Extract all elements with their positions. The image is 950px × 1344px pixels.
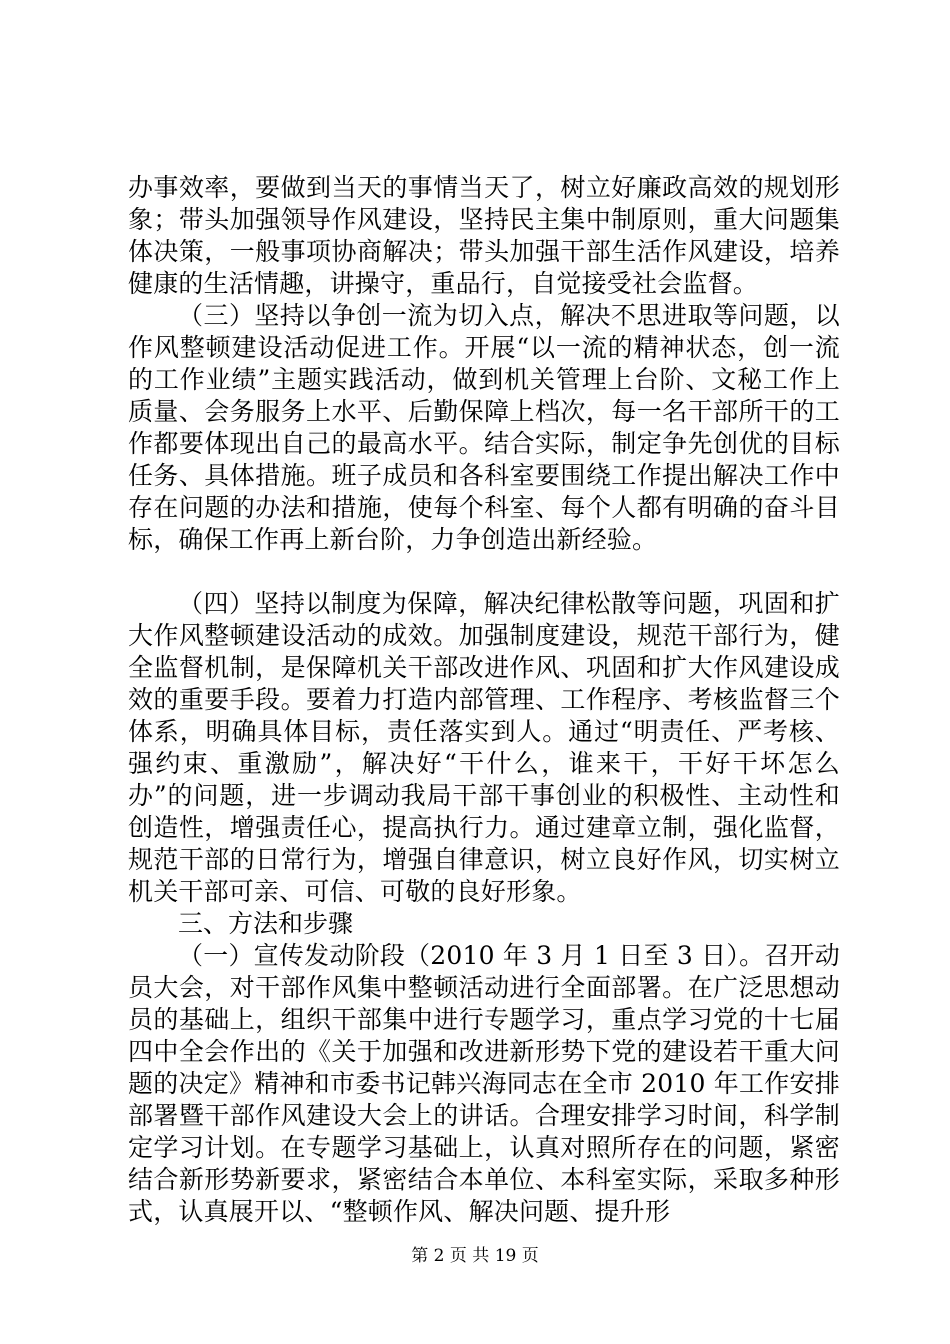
document-body — [128, 172, 840, 1228]
paragraph-section-four: （四）坚持以制度为保障，解决纪律松散等问题，巩固和扩大作风整顿建设活动的成效。加强制度建设，规范干部行为，健全监督机制，是保障机关干部改进作风、巩固和扩大作风建设成效的重要手段。要着力打造内部管理、工作程序、考核监督三个体系，明确具体目标，责任落实到人。通过“明责任、严考核、强约束、重激励”，解决好“干什么，谁来干，干好干坏怎么办”的问题，进一步调动我局干部干事创业的积极性、主动性和创造性，增强责任心，提高执行力。通过建章立制，强化监督，规范干部的日常行为，增强自律意识，树立良好作风，切实树立机关干部可亲、可信、可敬的良好形象。 — [128, 589, 840, 906]
page-footer: 第 2 页 共 19 页 — [411, 1246, 539, 1266]
paragraph-section-three: （三）坚持以争创一流为切入点，解决不思进取等问题，以作风整顿建设活动促进工作。开展“以一流的精神状态，创一流的工作业绩”主题实践活动，做到机关管理上台阶、文秘工作上质量、会务服务上水平、后勤保障上档次，每一名干部所干的工作都要体现出自己的最高水平。结合实际，制定争先创优的目标任务、具体措施。班子成员和各科室要围绕工作提出解决工作中存在问题的办法和措施，使每个科室、每个人都有明确的奋斗目标，确保工作再上新台阶，力争创造出新经验。 — [128, 301, 840, 554]
section-heading-methods: 三、方法和步骤 — [178, 909, 354, 938]
paragraph-step-one: （一）宣传发动阶段（2010 年 3 月 1 日至 3 日）。召开动员大会，对干部作风集中整顿活动进行全面部署。在广泛思想动员的基础上，组织干部集中进行专题学习，重点学习党的十七届四中全会作出的《关于加强和改进新形势下党的建设若干重大问题的决定》精神和市委书记韩兴海同志在全市 2010 年工作安排部署暨干部作风建设大会上的讲话。合理安排学习时间，科学制定学习计划。在专题学习基础上，认真对照所存在的问题，紧密结合新形势新要求，紧密结合本单位、本科室实际，采取多种形式，认真展开以、“整顿作风、解决问题、提升形 — [128, 941, 840, 1226]
paragraph-continuation: 办事效率，要做到当天的事情当天了，树立好廉政高效的规划形象；带头加强领导作风建设，坚持民主集中制原则，重大问题集体决策，一般事项协商解决；带头加强干部生活作风建设，培养健康的生活情趣，讲操守，重品行，自觉接受社会监督。 — [128, 173, 840, 298]
